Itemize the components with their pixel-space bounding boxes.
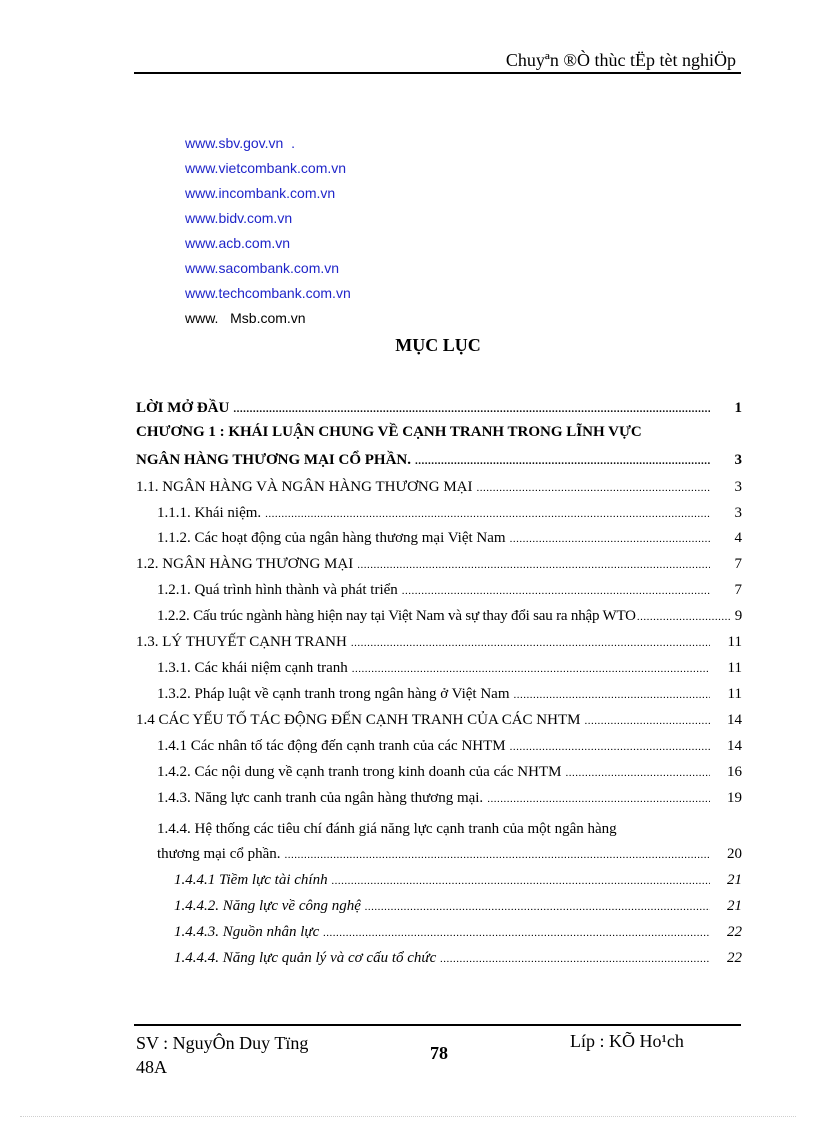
toc-page-number: 1 (734, 400, 742, 416)
reference-link[interactable]: www.vietcombank.com.vn (185, 160, 347, 176)
toc-entry-text: 1.3.2. Pháp luật về cạnh tranh trong ngân hàng ở Việt Nam (157, 686, 510, 702)
toc-entry[interactable] (174, 946, 742, 971)
toc-entry[interactable] (157, 501, 742, 526)
toc-leader (365, 895, 710, 920)
toc-entry-text: 1.4.4.1 Tiềm lực tài chính (174, 872, 328, 888)
reference-link[interactable]: www.sacombank.com.vn (185, 260, 340, 276)
toc-page-number: 19 (727, 790, 742, 806)
toc-entry[interactable] (136, 552, 742, 577)
toc-leader (440, 947, 710, 972)
toc-page-number: 11 (727, 660, 742, 676)
footer-class: Líp : KÕ Ho¹ch (570, 1031, 684, 1051)
page-bottom-border (20, 1116, 796, 1117)
reference-link[interactable]: www.techcombank.com.vn (185, 285, 351, 301)
toc-page-number: 3 (734, 505, 742, 521)
toc-entry[interactable] (157, 786, 742, 811)
running-header: Chuyªn ®Ò thùc tËp tèt nghiÖp (505, 50, 736, 70)
toc-page-number: 3 (734, 479, 742, 495)
toc-leader (357, 553, 710, 578)
reference-link[interactable]: www.incombank.com.vn (185, 185, 336, 201)
toc-page-number: 22 (727, 924, 742, 940)
toc-entry[interactable] (174, 894, 742, 919)
toc-leader (487, 787, 710, 812)
toc-title: MỤC LỤC (395, 335, 481, 355)
toc-page-number: 14 (727, 738, 742, 754)
toc-entry-text: 1.4.1 Các nhân tố tác động đến cạnh tranh của các NHTM (157, 738, 506, 754)
toc-entry[interactable] (157, 760, 742, 785)
toc-page-number: 3 (734, 452, 742, 468)
toc-entry[interactable] (136, 630, 742, 655)
toc-entry-line[interactable]: CHƯƠNG 1 : KHÁI LUẬN CHUNG VỀ CẠNH TRANH TRONG LĨNH VỰC (136, 424, 642, 440)
toc-entry-text: 1.4.4.2. Năng lực về công nghệ (174, 898, 361, 914)
toc-entry[interactable] (136, 475, 742, 500)
footer-rule (134, 1024, 741, 1026)
toc-page-number: 22 (727, 950, 742, 966)
reference-link[interactable]: www.sbv.gov.vn . (185, 135, 295, 151)
toc-page-number: 21 (727, 898, 742, 914)
toc-entry-text: 1.4.4.4. Năng lực quản lý và cơ cấu tổ chức (174, 950, 437, 966)
toc-page-number: 11 (727, 634, 742, 650)
toc-entry[interactable] (157, 578, 742, 603)
toc-leader (402, 579, 710, 604)
reference-link[interactable]: www.acb.com.vn (185, 235, 291, 251)
toc-leader (565, 761, 710, 786)
reference-link[interactable]: www.bidv.com.vn (185, 210, 293, 226)
toc-leader (233, 397, 710, 422)
toc-page-number: 9 (734, 608, 742, 624)
toc-entry[interactable] (174, 868, 742, 893)
toc-entry-text: 1.2.2. Cấu trúc ngành hàng hiện nay tại Việt Nam và sự thay đổi sau ra nhập WTO (157, 608, 636, 624)
toc-entry-text: 1.1.2. Các hoạt động của ngân hàng thương mại Việt Nam (157, 530, 506, 546)
toc-entry-text: 1.4.2. Các nội dung về cạnh tranh trong kinh doanh của các NHTM (157, 764, 562, 780)
toc-leader (415, 449, 710, 474)
toc-entry[interactable] (136, 708, 742, 733)
toc-entry-text: 1.2.1. Quá trình hình thành và phát triển (157, 582, 398, 598)
toc-leader (285, 843, 710, 868)
toc-entry[interactable] (157, 656, 742, 681)
toc-entry[interactable] (157, 682, 742, 707)
toc-entry-text: LỜI MỞ ĐẦU (136, 400, 230, 416)
toc-page-number: 16 (727, 764, 742, 780)
toc-leader (514, 683, 710, 708)
toc-leader (477, 476, 711, 501)
toc-page-number: 20 (727, 846, 742, 862)
student-name: SV : NguyÔn Duy Tïng (136, 1033, 309, 1053)
toc-entry[interactable] (157, 734, 742, 759)
toc-entry-text: thương mại cổ phần. (157, 846, 281, 862)
toc-entry-text: 1.3. LÝ THUYẾT CẠNH TRANH (136, 634, 347, 650)
toc-entry-line[interactable]: 1.4.4. Hệ thống các tiêu chí đánh giá năng lực cạnh tranh của một ngân hàng (157, 821, 617, 837)
toc-leader (584, 709, 710, 734)
toc-entry-text: 1.1.1. Khái niệm. (157, 505, 262, 521)
toc-entry[interactable] (136, 448, 742, 473)
toc-entry[interactable] (136, 396, 742, 421)
toc-entry-text: 1.4.4.3. Nguồn nhân lực (174, 924, 320, 940)
toc-page-number: 7 (734, 556, 742, 572)
toc-entry-text: 1.4 CÁC YẾU TỐ TÁC ĐỘNG ĐẾN CẠNH TRANH CỦA CÁC NHTM (136, 712, 581, 728)
reference-link: www. Msb.com.vn (185, 310, 306, 326)
toc-page-number: 4 (734, 530, 742, 546)
reference-links (185, 133, 351, 333)
student-class-code: 48A (136, 1057, 167, 1077)
footer-student (136, 1031, 308, 1079)
toc-leader (637, 605, 731, 630)
toc-leader (510, 527, 710, 552)
toc-entry-text: 1.2. NGÂN HÀNG THƯƠNG MẠI (136, 556, 354, 572)
toc-page-number: 21 (727, 872, 742, 888)
toc-page-number: 7 (734, 582, 742, 598)
toc-entry[interactable] (174, 920, 742, 945)
toc-leader (352, 657, 710, 682)
toc-page-number: 14 (727, 712, 742, 728)
toc-entry-text: 1.1. NGÂN HÀNG VÀ NGÂN HÀNG THƯƠNG MẠI (136, 479, 473, 495)
toc-entry-text: 1.4.3. Năng lực canh tranh của ngân hàng thương mại. (157, 790, 484, 806)
toc-leader (510, 735, 710, 760)
toc-entry-text: NGÂN HÀNG THƯƠNG MẠI CỔ PHẦN. (136, 452, 411, 468)
toc-entry[interactable] (157, 526, 742, 551)
toc-leader (323, 921, 710, 946)
toc-leader (265, 502, 710, 527)
toc-page-number: 11 (727, 686, 742, 702)
toc-entry[interactable] (157, 842, 742, 867)
toc-leader (332, 869, 710, 894)
toc-entry[interactable] (157, 604, 742, 629)
toc-leader (351, 631, 710, 656)
page-number: 78 (430, 1043, 448, 1063)
toc-entry-text: 1.3.1. Các khái niệm cạnh tranh (157, 660, 348, 676)
header-rule (134, 72, 741, 74)
